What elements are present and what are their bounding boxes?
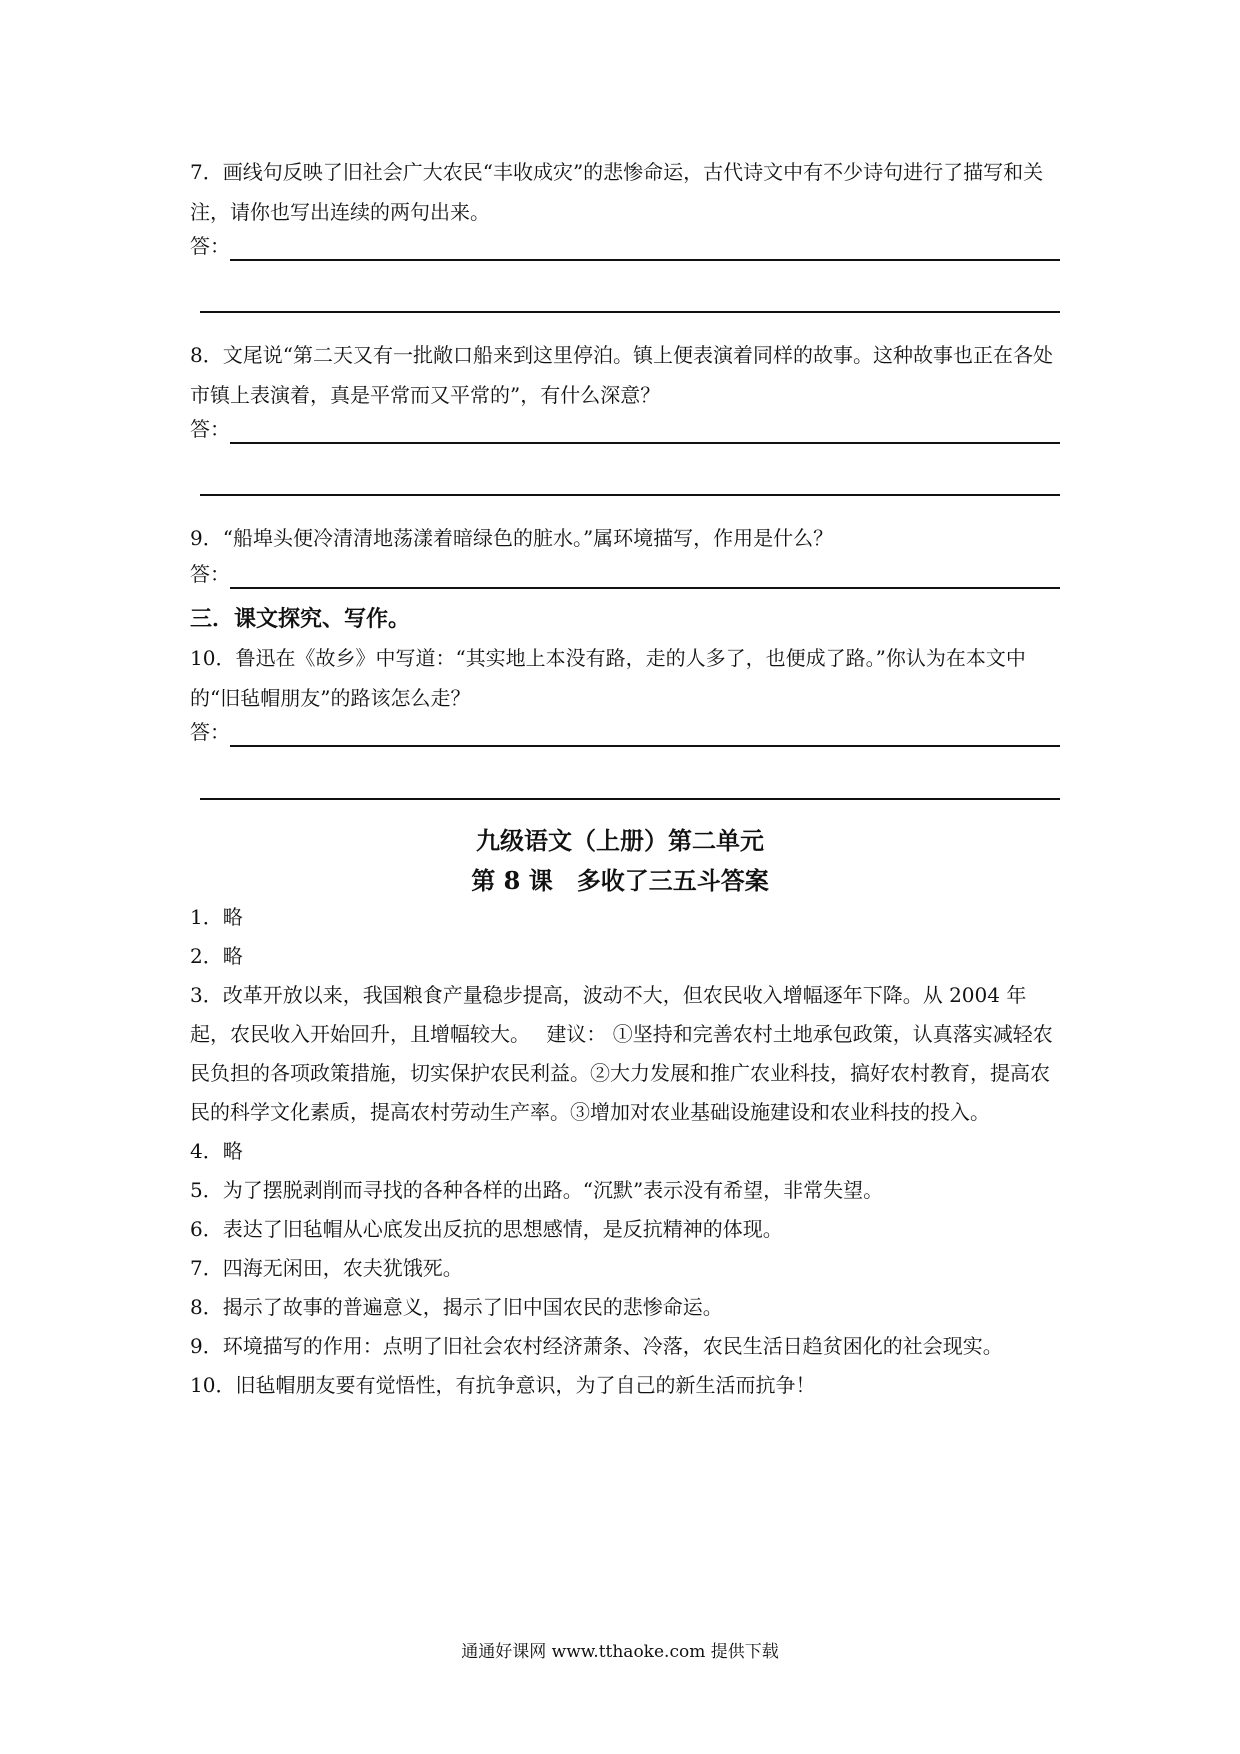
question-7-text: 7．画线句反映了旧社会广大农民“丰收成灾”的悲惨命运，古代诗文中有不少诗句进行了描写和关注，请你也写出连续的两句出来。 bbox=[190, 160, 1044, 224]
question-8-answer-row bbox=[190, 410, 1060, 450]
answer-line bbox=[230, 259, 1060, 261]
answer-key-subtitle: 第 8 课 多收了三五斗答案 bbox=[471, 866, 769, 895]
answer-label: 答： bbox=[190, 720, 230, 744]
answer-key-list bbox=[190, 898, 1060, 1405]
answer-line bbox=[230, 442, 1060, 444]
answer-item-4: 4．略 bbox=[190, 1139, 243, 1163]
answer-item-8: 8．揭示了故事的普遍意义，揭示了旧中国农民的悲惨命运。 bbox=[190, 1295, 723, 1319]
answer-line bbox=[200, 311, 1060, 313]
answer-item-2: 2．略 bbox=[190, 944, 243, 968]
question-10-text: 10．鲁迅在《故乡》中写道：“其实地上本没有路，走的人多了，也便成了路。”你认为在本文中的“旧毡帽朋友”的路该怎么走？ bbox=[190, 646, 1026, 710]
answer-line bbox=[200, 494, 1060, 496]
question-8-text: 8．文尾说“第二天又有一批敞口船来到这里停泊。镇上便表演着同样的故事。这种故事也正在各处市镇上表演着，真是平常而又平常的”，有什么深意？ bbox=[190, 343, 1053, 407]
answer-line bbox=[200, 798, 1060, 800]
question-10-answer-row bbox=[190, 713, 1060, 753]
section-heading: 三．课文探究、写作。 bbox=[190, 606, 411, 632]
question-7 bbox=[190, 152, 1060, 232]
answer-key-title: 九级语文（上册）第二单元 bbox=[476, 826, 764, 855]
question-9 bbox=[190, 518, 1060, 558]
answer-line bbox=[230, 745, 1060, 747]
answer-item-5: 5．为了摆脱剥削而寻找的各种各样的出路。“沉默”表示没有希望，非常失望。 bbox=[190, 1178, 884, 1202]
answer-label: 答： bbox=[190, 562, 230, 586]
answer-item-6: 6．表达了旧毡帽从心底发出反抗的思想感情，是反抗精神的体现。 bbox=[190, 1217, 783, 1241]
answer-line bbox=[230, 587, 1060, 589]
page-footer: 通通好课网 www.tthaoke.com 提供下载 bbox=[461, 1642, 779, 1662]
answer-item-1: 1．略 bbox=[190, 905, 243, 929]
answer-item-3: 3．改革开放以来，我国粮食产量稳步提高，波动不大，但农民收入增幅逐年下降。从 2004 年起，农民收入开始回升，且增幅较大。 建议： ①坚持和完善农村土地承包政策，认真落实减轻农民负担的各项政策措施，切实保护农民利益。②大力发展和推广农业科技，搞好农村教育，提高农民的科学文化素质，提高农村劳动生产率。③增加对农业基础设施建设和农业科技的投入。 bbox=[190, 983, 1053, 1124]
answer-item-7: 7．四海无闲田，农夫犹饿死。 bbox=[190, 1256, 463, 1280]
answer-item-10: 10．旧毡帽朋友要有觉悟性，有抗争意识，为了自己的新生活而抗争！ bbox=[190, 1373, 816, 1397]
question-7-answer-row bbox=[190, 227, 1060, 267]
answer-label: 答： bbox=[190, 234, 230, 258]
question-10 bbox=[190, 638, 1060, 718]
question-9-text: 9．“船埠头便冷清清地荡漾着暗绿色的脏水。”属环境描写，作用是什么？ bbox=[190, 526, 834, 550]
question-9-answer-row bbox=[190, 555, 1060, 595]
answer-label: 答： bbox=[190, 417, 230, 441]
answer-item-9: 9．环境描写的作用：点明了旧社会农村经济萧条、冷落，农民生活日趋贫困化的社会现实。 bbox=[190, 1334, 1003, 1358]
question-8 bbox=[190, 335, 1060, 415]
